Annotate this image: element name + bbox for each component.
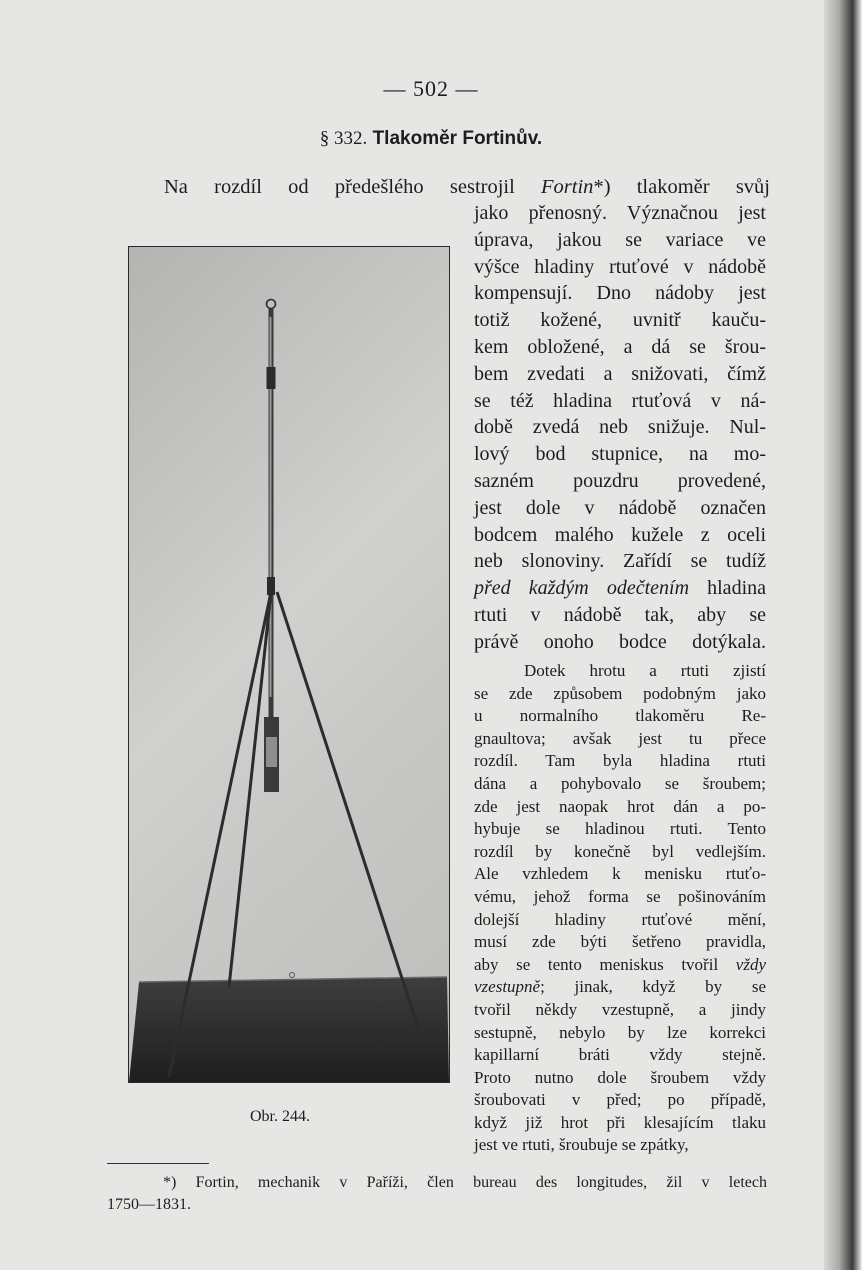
section-title: Tlakoměr Fortinův. [372, 128, 543, 149]
text-line-italic [474, 976, 766, 999]
text-line: jest dole v nádobě označen [474, 496, 766, 519]
text-line: totiž kožené, uvnitř kauču- [474, 309, 766, 332]
footnote-line: 1750—1831. [107, 1196, 191, 1213]
barometer-illustration [129, 247, 449, 1082]
text-line: rtuti v nádobě tak, aby se [474, 603, 766, 626]
text-line: sazném pouzdru provedené, [474, 469, 766, 492]
text-line: rozdíl by konečně byl vedlejším. [474, 841, 766, 861]
text-line: dolejší hladiny rtuťové mění, [474, 909, 766, 929]
text-line: zde jest naopak hrot dán a po- [474, 796, 766, 816]
footnote-divider [107, 1163, 209, 1164]
text-line: se též hladina rtuťová v ná- [474, 389, 766, 412]
page-gutter-shadow [824, 0, 862, 1270]
text-line: se zde způsobem podobným jako [474, 683, 766, 703]
text-line: kompensují. Dno nádoby jest [474, 282, 766, 305]
tripod-leg [277, 592, 421, 1037]
paragraph-1-column [474, 200, 766, 656]
italic-phrase: vzestupně [474, 977, 541, 997]
section-number: § 332. [319, 128, 368, 149]
text-fragment: ; jinak, když by se [540, 977, 766, 997]
text-fragment: hladina [689, 577, 766, 600]
text-line: Ale vzhledem k menisku rtuťo- [474, 864, 766, 884]
section-heading [0, 128, 862, 150]
text-line-italic [474, 954, 766, 977]
intro-text-before: Na rozdíl od předešlého sestrojil [164, 176, 542, 198]
italic-phrase: vždy [735, 954, 766, 974]
text-line: hybuje se hladinou rtuti. Tento [474, 819, 766, 839]
footnote-line: *) Fortin, mechanik v Paříži, člen bureau des longitudes, žil v letech [163, 1174, 767, 1191]
intro-line [164, 176, 770, 199]
text-line: kapillarní bráti vždy stejně. [474, 1045, 766, 1065]
text-line: úprava, jakou se variace ve [474, 228, 766, 251]
text-line: dána a pohybovalo se šroubem; [474, 773, 766, 793]
suspension-ring [267, 300, 276, 309]
text-line: když již hrot při klesajícím tlaku [474, 1112, 766, 1132]
intro-name: Fortin [541, 176, 594, 198]
text-line: kem obložené, a dá se šrou- [474, 335, 766, 358]
text-line: lový bod stupnice, na mo- [474, 443, 766, 466]
barometer-photograph [128, 246, 450, 1083]
figure-caption: Obr. 244. [250, 1108, 310, 1125]
text-line: vému, jehož forma se pošinováním [474, 886, 766, 906]
text-line: právě onoho bodce dotýkala. [474, 630, 766, 653]
text-line: neb slonoviny. Zařídí se tudíž [474, 550, 766, 573]
text-line-italic [474, 575, 766, 602]
text-line: Dotek hrotu a rtuti zjistí [524, 661, 766, 680]
paragraph-2-column [474, 660, 766, 1157]
text-line: bem zvedati a snižovati, čímž [474, 362, 766, 385]
wooden-base [129, 977, 449, 1082]
text-line: Proto nutno dole šroubem vždy [474, 1067, 766, 1087]
text-line: šroubovati v před; po případě, [474, 1090, 766, 1110]
text-line: musí zde býti šetřeno pravidla, [474, 932, 766, 952]
text-line: jako přenosný. Význačnou jest [474, 202, 766, 224]
footnote [107, 1172, 767, 1216]
text-line: době zvedá neb snižuje. Nul- [474, 416, 766, 439]
text-line: jest ve rtuti, šroubuje se zpátky, [474, 1135, 689, 1155]
page-number: — 502 — [383, 76, 479, 101]
intro-text-after: *) tlakoměr svůj [593, 176, 770, 198]
text-line: bodcem malého kužele z oceli [474, 523, 766, 546]
text-line: výšce hladiny rtuťové v nádobě [474, 255, 766, 278]
text-fragment: aby se tento meniskus tvořil [474, 954, 736, 974]
text-line: rozdíl. Tam byla hladina rtuti [474, 751, 766, 771]
italic-phrase: před každým odečtením [474, 577, 690, 600]
text-line: u normalního tlakoměru Re- [474, 706, 766, 726]
text-line: tvořil někdy vzestupně, a jindy [474, 999, 766, 1019]
text-line: gnaultova; avšak jest tu přece [474, 728, 766, 748]
text-line: sestupně, nebylo by lze korrekci [474, 1022, 766, 1042]
